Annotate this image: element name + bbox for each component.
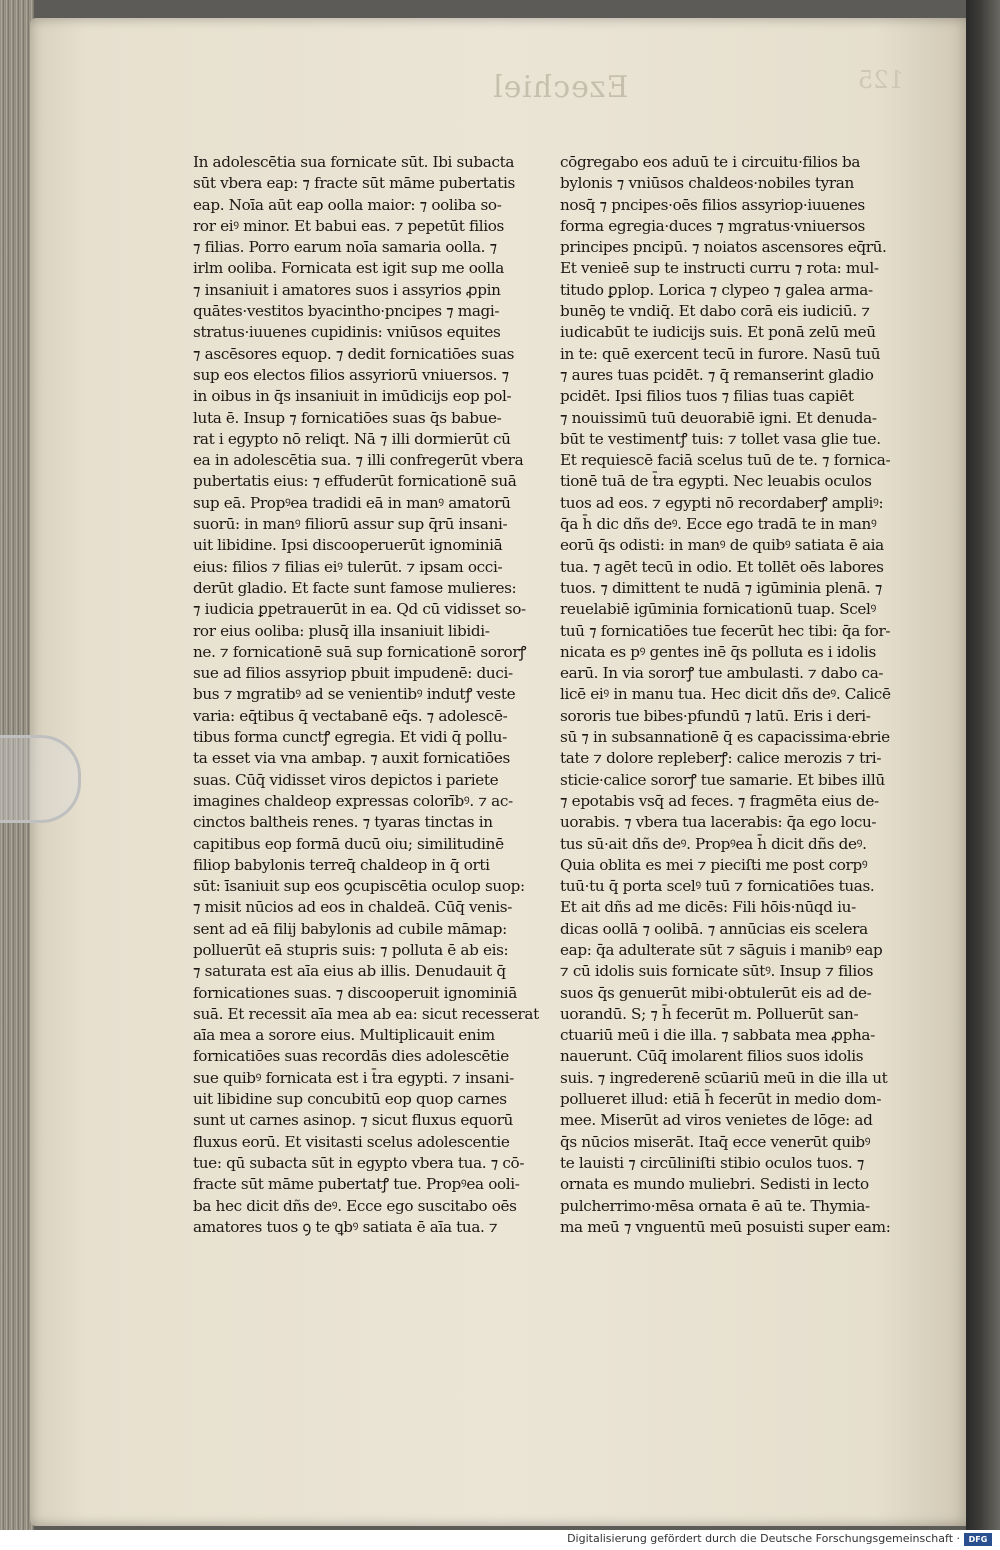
- text-line: tuos ad eos. ⁊ egypti nō recordaberꝭ ampliꝰ:: [560, 493, 884, 512]
- text-line: principes pncipū. ⁊ noiatos ascensores eq̄rū.: [560, 238, 887, 257]
- text-line: eap. Noīa aūt eap oolla maior: ⁊ ooliba so-: [193, 195, 502, 214]
- text-line: tuū·tu q̄ porta scelꝰ tuū ⁊ fornicatiōes tuas.: [560, 877, 875, 896]
- text-line: ⁊ cū idolis suis fornicate sūtꝰ. Insup ⁊ filios: [560, 962, 874, 981]
- text-line: Et venieē sup te instructi curru ⁊ rota: mul-: [560, 259, 879, 278]
- text-line: pcidēt. Ipsi filios tuos ⁊ filias tuas capiēt: [560, 387, 854, 406]
- text-line: sūt vbera eap: ⁊ fracte sūt māme pubertatis: [193, 174, 515, 193]
- text-line: uorandū. S; ⁊ h̄ fecerūt m. Polluerūt san-: [560, 1004, 859, 1023]
- folio-number: 125: [858, 66, 904, 94]
- text-line: nicata es pꝰ gentes inē q̄s polluta es i idolis: [560, 642, 876, 661]
- footer-bar: [0, 1530, 1000, 1550]
- text-line: In adolescētia sua fornicate sūt. Ibi subacta: [193, 153, 515, 171]
- text-line: rat i egypto nō reliqt. Nā ⁊ illi dormierūt cū: [193, 429, 511, 448]
- text-line: derūt gladio. Et facte sunt famose mulieres:: [193, 578, 517, 597]
- text-line: ⁊ epotabis vsq̄ ad feces. ⁊ fragmēta eius de-: [560, 791, 879, 810]
- text-line: fornicationes suas. ⁊ discooperuit ignominiā: [193, 983, 517, 1002]
- text-line: sent ad eā filij babylonis ad cubile māmap:: [193, 919, 507, 938]
- text-line: eap: q̄a adulterate sūt ⁊ sāguis i manibꝰ eap: [560, 940, 883, 959]
- text-line: sunt ut carnes asinop. ⁊ sicut fluxus equorū: [193, 1111, 513, 1130]
- text-column-left: [193, 152, 543, 1238]
- text-line: sup eā. Propꝰea tradidi eā in manꝰ amatorū: [193, 493, 511, 512]
- text-line: amatores tuos ꝯ te ꝗbꝰ satiata ē aīa tua. ⁊: [193, 1217, 498, 1236]
- text-line: Quia oblita es mei ⁊ pieciſti me post corpꝰ: [560, 855, 868, 874]
- text-line: fluxus eorū. Et visitasti scelus adolescentie: [193, 1132, 510, 1151]
- text-line: tibus forma cunctꝭ egregia. Et vidi q̄ pollu-: [193, 728, 507, 747]
- text-line: ⁊ saturata est aīa eius ab illis. Denudauit q̄: [193, 962, 506, 981]
- running-head: Ezechiel: [492, 70, 629, 105]
- text-line: filiop babylonis terreq̄ chaldeop in q̄ orti: [193, 855, 490, 874]
- text-line: imagines chaldeop expressas colorībꝰ. ⁊ ac-: [193, 791, 513, 810]
- text-line: ⁊ aures tuas pcidēt. ⁊ q̄ remanserint gladio: [560, 365, 874, 384]
- text-line: bus ⁊ mgratibꝰ ad se venientibꝰ indutꝭ veste: [193, 685, 516, 704]
- text-line: iudicabūt te iudicijs suis. Et ponā zelū meū: [560, 323, 876, 342]
- text-line: fornicatiōes suas recordās dies adolescētie: [193, 1047, 509, 1066]
- text-line: tus sū·ait dñs deꝰ. Propꝰea h̄ dicit dñs deꝰ.: [560, 834, 867, 853]
- text-line: uit libidine sup concubitū eop quop carnes: [193, 1090, 507, 1109]
- text-line: tate ⁊ dolore repleberꝭ: calice merozis ⁊ tri-: [560, 749, 882, 768]
- text-line: ne. ⁊ fornicationē suā sup fornicationē sororꝭ: [193, 642, 527, 661]
- text-line: ctuariū meū i die illa. ⁊ sabbata mea ꝓpha-: [560, 1026, 875, 1045]
- page-tab-clip: [0, 735, 81, 823]
- text-line: fracte sūt māme pubertatꝭ tue. Propꝰea ooli-: [193, 1175, 520, 1194]
- dfg-logo-icon: DFG: [964, 1533, 992, 1546]
- text-line: in te: quē exercent tecū in furore. Nasū tuū: [560, 344, 881, 363]
- text-line: ⁊ iudicia ꝑpetrauerūt in ea. Qd cū vidisset so-: [193, 600, 526, 619]
- text-line: cinctos baltheis renes. ⁊ tyaras tinctas in: [193, 813, 493, 832]
- text-line: quātes·vestitos byacintho·pncipes ⁊ magi-: [193, 302, 500, 321]
- text-line: forma egregia·duces ⁊ mgratus·vniuersos: [560, 216, 865, 235]
- text-line: earū. In via sororꝭ tue ambulasti. ⁊ dabo ca-: [560, 664, 884, 683]
- text-line: sūt: īsaniuit sup eos ꝯcupiscētia oculop suop:: [193, 877, 525, 896]
- text-line: suorū: in manꝰ filiorū assur sup q̄rū insani-: [193, 515, 508, 534]
- text-line: sue ad filios assyriop pbuit impudenē: duci-: [193, 664, 513, 683]
- book-spine-edge-right: [966, 0, 1000, 1530]
- text-line: eius: filios ⁊ filias eiꝰ tulerūt. ⁊ ipsam occi-: [193, 557, 503, 576]
- text-line: reuelabiē igūminia fornicationū tuap. Scelꝰ: [560, 600, 877, 619]
- text-line: suos q̄s genuerūt mibi·obtulerūt eis ad de-: [560, 983, 872, 1002]
- text-line: dicas oollā ⁊ oolibā. ⁊ annūcias eis scelera: [560, 919, 868, 938]
- text-line: eorū q̄s odisti: in manꝰ de quibꝰ satiata ē aia: [560, 536, 884, 555]
- text-line: sup eos electos filios assyriorū vniuersos. ⁊: [193, 365, 509, 384]
- footer-credit: Digitalisierung gefördert durch die Deutsche Forschungsgemeinschaft ·: [567, 1532, 960, 1545]
- text-line: tuos. ⁊ dimittent te nudā ⁊ igūminia plenā. ⁊: [560, 578, 883, 597]
- text-line: būt te vestimentꝭ tuis: ⁊ tollet vasa glie tue.: [560, 429, 881, 448]
- text-line: mee. Miserūt ad viros venietes de lōge: ad: [560, 1111, 873, 1130]
- text-line: sue quibꝰ fornicata est i t̄ra egypti. ⁊ insani-: [193, 1068, 514, 1087]
- text-line: ⁊ filias. Porro earum noīa samaria oolla. ⁊: [193, 238, 497, 257]
- text-line: in oibus in q̄s insaniuit in imūdicijs eop pol-: [193, 387, 512, 406]
- text-line: Et requiescē faciā scelus tuū de te. ⁊ fornica-: [560, 451, 891, 470]
- text-line: bunēꝯ te vndiq̄. Et dabo corā eis iudiciū. ⁊: [560, 302, 870, 321]
- text-line: q̄a h̄ dic dñs deꝰ. Ecce ego tradā te in manꝰ: [560, 515, 877, 534]
- text-line: ta esset via vna ambap. ⁊ auxit fornicatiōes: [193, 749, 510, 768]
- text-line: sticie·calice sororꝭ tue samarie. Et bibes illū: [560, 770, 885, 789]
- text-line: varia: eq̄tibus q̄ vectabanē eq̄s. ⁊ adolescē-: [193, 706, 508, 725]
- text-line: bylonis ⁊ vniūsos chaldeos·nobiles tyran: [560, 174, 854, 193]
- text-line: ornata es mundo muliebri. Sedisti in lecto: [560, 1175, 869, 1194]
- text-line: pollueret illud: etiā h̄ fecerūt in medio dom-: [560, 1090, 882, 1109]
- text-line: capitibus eop formā ducū oiu; similitudinē: [193, 834, 504, 853]
- text-line: nosq̄ ⁊ pncipes·oēs filios assyriop·iuuenes: [560, 195, 865, 214]
- text-line: q̄s nūcios miserāt. Itaq̄ ecce venerūt quibꝰ: [560, 1132, 871, 1151]
- text-line: uorabis. ⁊ vbera tua lacerabis: q̄a ego locu-: [560, 813, 877, 832]
- text-line: cōgregabo eos aduū te i circuitu·filios ba: [560, 153, 861, 171]
- text-line: tuū ⁊ fornicatiōes tue fecerūt hec tibi: q̄a for-: [560, 621, 891, 640]
- text-line: ⁊ misit nūcios ad eos in chaldeā. Cūq̄ venis-: [193, 898, 513, 917]
- text-line: tua. ⁊ agēt tecū in odio. Et tollēt oēs labores: [560, 557, 884, 576]
- text-line: suā. Et recessit aīa mea ab ea: sicut recesserat: [193, 1004, 539, 1023]
- text-line: licē eiꝰ in manu tua. Hec dicit dñs deꝰ. Calicē: [560, 685, 891, 704]
- text-line: ba hec dicit dñs deꝰ. Ecce ego suscitabo oēs: [193, 1196, 517, 1215]
- text-line: polluerūt eā stupris suis: ⁊ polluta ē ab eis:: [193, 940, 509, 959]
- text-line: ror eius ooliba: plusq̄ illa insaniuit libidi-: [193, 621, 490, 640]
- text-line: suis. ⁊ ingrederenē scūariū meū in die illa ut: [560, 1068, 888, 1087]
- text-line: ⁊ ascēsores equop. ⁊ dedit fornicatiōes suas: [193, 344, 515, 363]
- text-line: te lauisti ⁊ circūliniſti stibio oculos tuos. ⁊: [560, 1153, 865, 1172]
- text-line: irlm ooliba. Fornicata est igit sup me oolla: [193, 259, 505, 278]
- text-line: uit libidine. Ipsi discooperuerūt ignominiā: [193, 536, 503, 555]
- text-line: ror eiꝰ minor. Et babui eas. ⁊ pepetūt filios: [193, 216, 505, 235]
- text-line: stratus·iuuenes cupidinis: vniūsos equites: [193, 323, 501, 342]
- text-column-right: [560, 152, 920, 1238]
- text-line: ⁊ insaniuit i amatores suos i assyrios ꝓpin: [193, 280, 501, 299]
- text-line: ea in adolescētia sua. ⁊ illi confregerūt vbera: [193, 451, 524, 470]
- text-line: sororis tue bibes·pfundū ⁊ latū. Eris i deri-: [560, 706, 871, 725]
- text-line: sū ⁊ in subsannationē q̄ es capacissima·ebrie: [560, 728, 890, 747]
- text-line: pubertatis eius: ⁊ effuderūt fornicationē suā: [193, 472, 517, 491]
- text-line: suas. Cūq̄ vidisset viros depictos i pariete: [193, 770, 499, 789]
- text-line: luta ē. Insup ⁊ fornicatiōes suas q̄s babue-: [193, 408, 502, 427]
- text-line: titudo ꝑplop. Lorica ⁊ clypeo ⁊ galea arma-: [560, 280, 873, 299]
- text-line: tionē tuā de t̄ra egypti. Nec leuabis oculos: [560, 472, 872, 491]
- text-line: pulcherrimo·mēsa ornata ē aū te. Thymia-: [560, 1196, 870, 1215]
- text-line: tue: qū subacta sūt in egypto vbera tua. ⁊ cō-: [193, 1153, 525, 1172]
- text-line: nauerunt. Cūq̄ imolarent filios suos idolis: [560, 1047, 864, 1066]
- text-line: Et ait dñs ad me dicēs: Fili hōis·nūqd iu-: [560, 898, 856, 917]
- text-line: ma meū ⁊ vnguentū meū posuisti super eam:: [560, 1217, 891, 1236]
- text-line: aīa mea a sorore eius. Multiplicauit enim: [193, 1026, 495, 1045]
- text-line: ⁊ nouissimū tuū deuorabiē igni. Et denuda-: [560, 408, 877, 427]
